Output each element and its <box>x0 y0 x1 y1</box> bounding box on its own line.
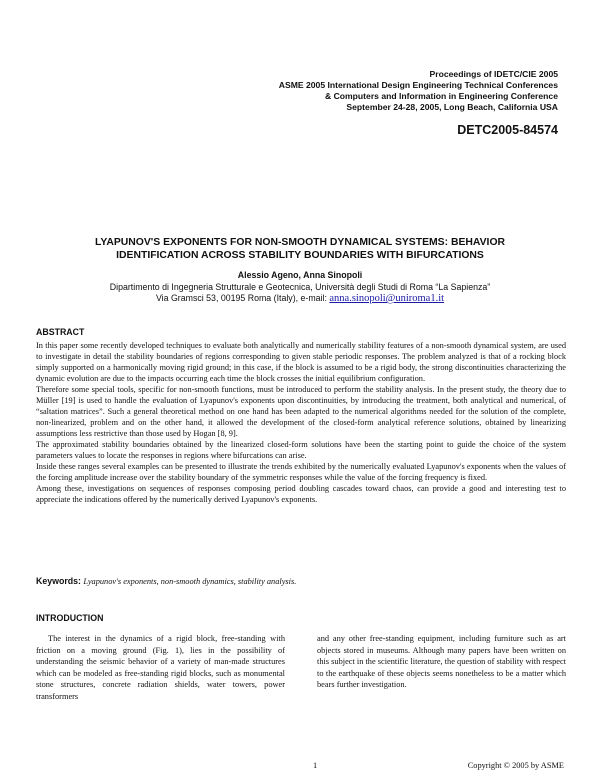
conference-line: Proceedings of IDETC/CIE 2005 <box>429 69 558 79</box>
abstract-paragraph: Therefore some special tools, specific for non-smooth functions, must be introduced to perform the stability analysis. In the present study, the theory due to Müller [19] is used to handle the evaluation of Lyapunov's exponents upon discontinuities, by introducing the treatment, both analytical and numerical, of “saltation matrices”. Such a general theoretical method on one hand has been adapted to the numerical algorithms needed for the solution of the complete, non-linearized, problem and on the other hand, it allowed the development of the closed-form analytical reference solutions, obtained by linearizing assumptions less restrictive than those used by Hogan [8, 9]. <box>36 385 566 438</box>
title-line: IDENTIFICATION ACROSS STABILITY BOUNDARIES WITH BIFURCATIONS <box>116 250 484 261</box>
conference-info <box>279 69 558 113</box>
paper-title <box>30 236 570 262</box>
introduction-column-left <box>36 633 285 702</box>
affiliation: Dipartimento di Ingegneria Strutturale e Geotecnica, Università degli Studi di Roma “La Sapienza” <box>109 281 491 292</box>
conference-line: September 24-28, 2005, Long Beach, California USA <box>346 102 558 112</box>
abstract-paragraph: Inside these ranges several examples can be presented to illustrate the trends exhibited by the numerically evaluated Lyapunov's exponents when the values of the forcing amplitude increase over the stability boundary of the symmetric responses while the value of the forcing frequency is fixed. <box>36 462 566 482</box>
abstract-paragraph: Among these, investigations on sequences of responses composing period doubling cascades toward chaos, can provide a good and interesting test to appreciate the indications offered by the numerically derived Lyapunov's exponents. <box>36 484 566 504</box>
introduction-heading: INTRODUCTION <box>36 613 104 623</box>
abstract-paragraph: In this paper some recently developed techniques to evaluate both analytically and numerically stability features of a non-smooth dynamical system, are used to investigate in detail the stability boundaries of regions corresponding to given stable periodic responses. The problem analyzed is that of a rocking block simply supported on a harmonically moving rigid ground; in this case, if the block is assumed to be a rigid body, the strong discontinuities characterizing the dynamic evolution are due to the impacts occurring each time the block crosses the initial equilibrium configuration. <box>36 341 566 383</box>
abstract-paragraph: The approximated stability boundaries obtained by the linearized closed-form solutions have been the starting point to guide the choice of the system parameters values to locate the responses in regions where bifurcations can arise. <box>36 440 566 460</box>
copyright: Copyright © 2005 by ASME <box>467 761 564 770</box>
introduction-column-right <box>317 633 566 691</box>
keywords <box>36 576 566 586</box>
keywords-separator: : <box>78 576 84 586</box>
conference-line: & Computers and Information in Engineering Conference <box>324 91 558 101</box>
email-link[interactable]: anna.sinopoli@uniroma1.it <box>329 293 445 304</box>
title-line: LYAPUNOV'S EXPONENTS FOR NON-SMOOTH DYNAMICAL SYSTEMS: BEHAVIOR <box>94 237 506 248</box>
paper-id: DETC2005-84574 <box>457 123 558 137</box>
page-number: 1 <box>313 761 318 770</box>
conference-line: ASME 2005 International Design Engineering Technical Conferences <box>278 80 558 90</box>
abstract-body <box>36 340 566 505</box>
introduction-paragraph: The interest in the dynamics of a rigid block, free-standing with friction on a moving ground (Fig. 1), lies in the possibility of understanding the seismic behavior of a variety of man-made structures which can be modeled as free-standing rigid blocks, such as monumental stone structures, concrete radiation shields, water towers, power transformers <box>36 634 285 701</box>
address: Via Gramsci 53, 00195 Roma (Italy), e-mail: <box>155 293 330 303</box>
introduction-paragraph: and any other free-standing equipment, including furniture such as art objects stored in museums. Although many papers have been written on this subject in the scientific literature, the question of stability with respect to the earthquake of these objects seems nonetheless to be a matter which bears further investigation. <box>317 634 566 689</box>
keywords-value: Lyapunov's exponents, non-smooth dynamics, stability analysis. <box>83 577 297 586</box>
address-line <box>30 293 570 305</box>
author-block <box>30 270 570 305</box>
abstract-heading: ABSTRACT <box>36 327 85 337</box>
author-names: Alessio Ageno, Anna Sinopoli <box>237 270 363 280</box>
keywords-label: Keywords <box>36 576 79 586</box>
